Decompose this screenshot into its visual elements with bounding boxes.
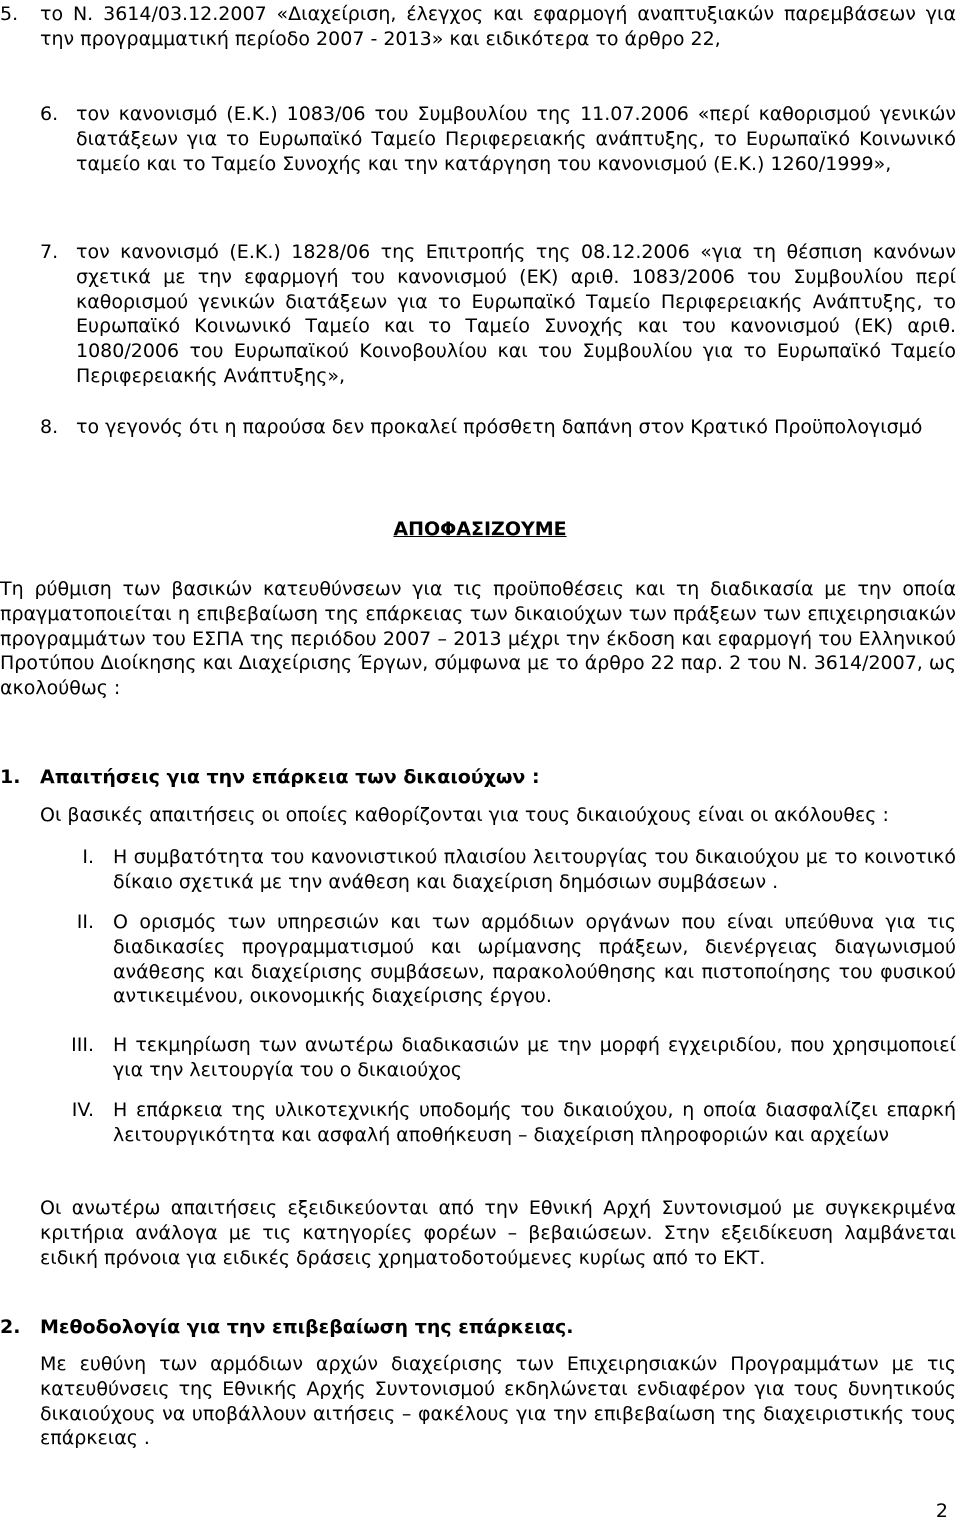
decision-heading: ΑΠΟΦΑΣΙΖΟΥΜΕ <box>393 518 567 540</box>
requirement-text: Ο ορισμός των υπηρεσιών και των αρμόδιων οργάνων που είναι υπεύθυνα για τις διαδικασίες προγραμματισμού και ωρίμανσης πράξεων, διενέργειας διαγωνισμού ανάθεσης και διαχείρισης συμβάσεων, παρακολούθησης και πιστοποίησης του φυσικού αντικειμένου, οικονομικής διαχείρισης έργου. <box>113 911 956 1008</box>
requirement-text: Η τεκμηρίωση των ανωτέρω διαδικασιών με την μορφή εγχειριδίου, που χρησιμοποιεί για την λειτουργία του ο δικαιούχος <box>113 1034 956 1081</box>
page-number: 2 <box>935 1500 948 1522</box>
section-lead: Οι βασικές απαιτήσεις οι οποίες καθορίζονται για τους δικαιούχους είναι οι ακόλουθες : <box>40 804 889 826</box>
list-number: 5. <box>0 3 19 25</box>
roman-numeral: IV. <box>71 1099 94 1121</box>
section-number: 2. <box>0 1316 21 1338</box>
list-number: 8. <box>40 416 59 438</box>
requirement-text: Η επάρκεια της υλικοτεχνικής υποδομής του δικαιούχου, η οποία διασφαλίζει επαρκή λειτουργικότητα και ασφαλή αποθήκευση – διαχείριση πληροφοριών και αρχείων <box>113 1099 956 1146</box>
section-closing: Οι ανωτέρω απαιτήσεις εξειδικεύονται από την Εθνική Αρχή Συντονισμού με συγκεκριμένα κριτήρια ανάλογα με τις κατηγορίες φορέων – βεβαιώσεων. Στην εξειδίκευση λαμβάνεται ειδική πρόνοια για ειδικές δράσεις χρηματοδοτούμενες κυρίως από το ΕΚΤ. <box>40 1197 956 1269</box>
section-title: Μεθοδολογία για την επιβεβαίωση της επάρκειας. <box>40 1316 574 1338</box>
list-number: 6. <box>40 103 59 125</box>
list-item-text: το Ν. 3614/03.12.2007 «Διαχείριση, έλεγχος και εφαρμογή αναπτυξιακών παρεμβάσεων για την προγραμματική περίοδο 2007 - 2013» και ειδικότερα το άρθρο 22, <box>40 3 956 50</box>
list-number: 7. <box>40 241 59 263</box>
requirement-text: Η συμβατότητα του κανονιστικού πλαισίου λειτουργίας του δικαιούχου με το κοινοτικό δίκαιο σχετικά με την ανάθεση και διαχείριση δημόσιων συμβάσεων . <box>113 846 956 893</box>
roman-numeral: II. <box>76 911 94 933</box>
intro-paragraph: Τη ρύθμιση των βασικών κατευθύνσεων για τις προϋποθέσεις και τη διαδικασία με την οποία πραγματοποιείται η επιβεβαίωση της επάρκειας των δικαιούχων των πράξεων των επιχειρησιακών προγραμμάτων του ΕΣΠΑ της περιόδου 2007 – 2013 μέχρι την έκδοση και εφαρμογή του Ελληνικού Προτύπου Διοίκησης και Διαχείρισης Έργων, σύμφωνα με το άρθρο 22 παρ. 2 του Ν. 3614/2007, ως ακολούθως : <box>0 578 956 700</box>
section-number: 1. <box>0 766 21 788</box>
list-item-text: τον κανονισμό (Ε.Κ.) 1083/06 του Συμβουλίου της 11.07.2006 «περί καθορισμού γενικών διατάξεων για το Ευρωπαϊκό Ταμείο Περιφερειακής ανάπτυξης, το Ευρωπαϊκό Κοινωνικό ταμείο και το Ταμείο Συνοχής και την κατάργηση του κανονισμού (Ε.Κ.) 1260/1999», <box>76 103 956 175</box>
list-item-text: τον κανονισμό (Ε.Κ.) 1828/06 της Επιτροπής της 08.12.2006 «για τη θέσπιση κανόνων σχετικά με την εφαρμογή του κανονισμού (ΕΚ) αριθ. 1083/2006 του Συμβουλίου περί καθορισμού γενικών διατάξεων για το Ευρωπαϊκό Ταμείο Περιφερειακής Ανάπτυξης, το Ευρωπαϊκό Κοινωνικό Ταμείο και το Ταμείο Συνοχής και του κανονισμού (ΕΚ) αριθ. 1080/2006 του Ευρωπαϊκού Κοινοβουλίου και του Συμβουλίου για το Ευρωπαϊκό Ταμείο Περιφερειακής Ανάπτυξης», <box>76 241 956 387</box>
roman-numeral: III. <box>71 1034 94 1056</box>
roman-numeral: I. <box>82 846 94 868</box>
list-item-text: το γεγονός ότι η παρούσα δεν προκαλεί πρόσθετη δαπάνη στον Κρατικό Προϋπολογισμό <box>76 416 923 438</box>
section-title: Απαιτήσεις για την επάρκεια των δικαιούχων : <box>40 766 540 788</box>
section-text: Με ευθύνη των αρμόδιων αρχών διαχείρισης των Επιχειρησιακών Προγραμμάτων με τις κατευθύνσεις της Εθνικής Αρχής Συντονισμού εκδηλώνεται ενδιαφέρον για τους δυνητικούς δικαιούχους να υποβάλλουν αιτήσεις – φακέλους για την επιβεβαίωση της διαχειριστικής τους επάρκειας . <box>40 1353 956 1450</box>
